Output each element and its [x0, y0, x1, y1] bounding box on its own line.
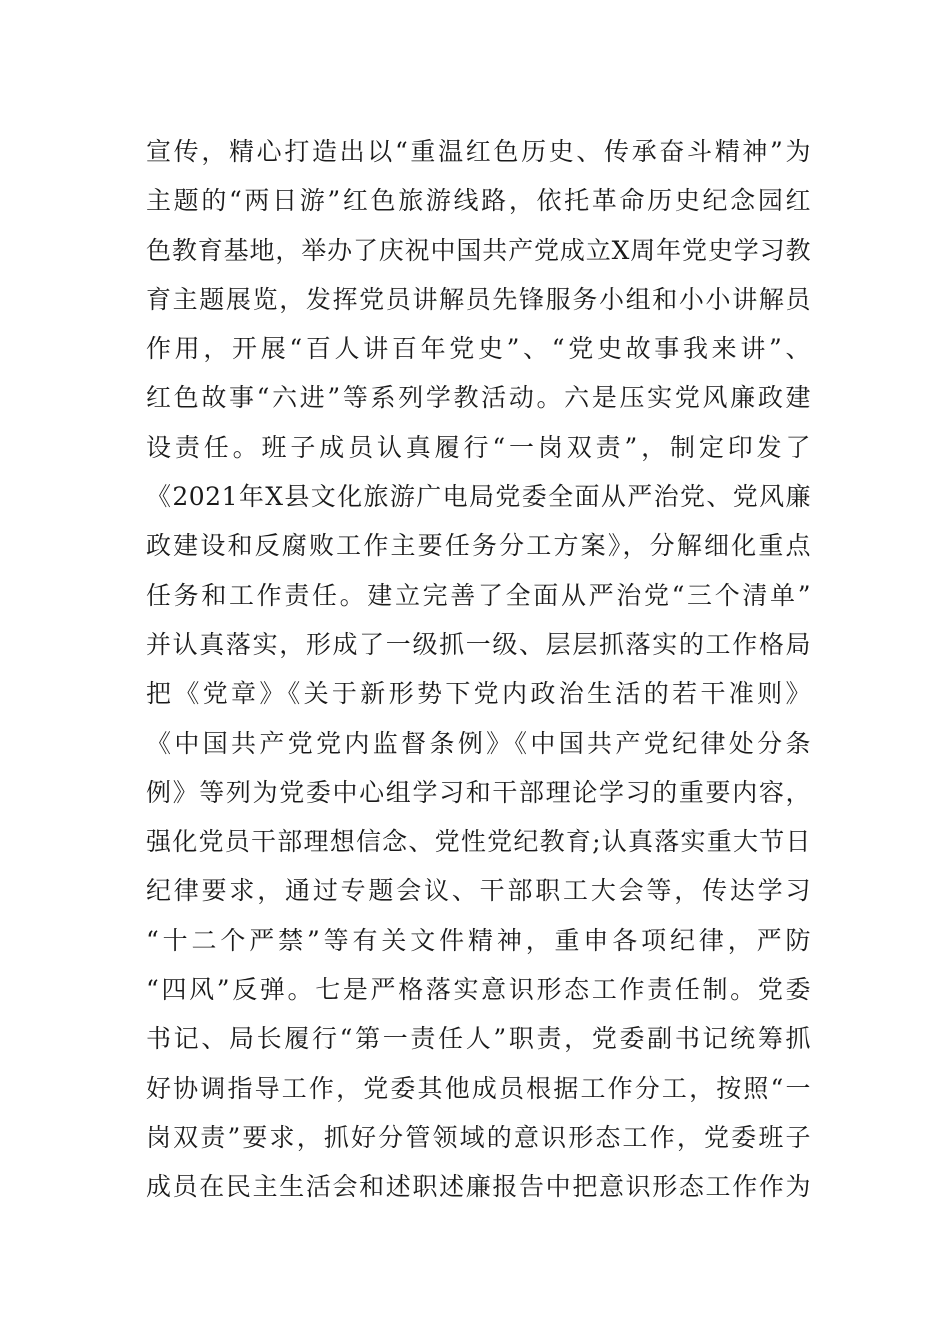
text-line: “十二个严禁”等有关文件精神，重申各项纪律，严防 [146, 925, 811, 955]
text-line: 主题的“两日游”红色旅游线路，依托革命历史纪念园红 [146, 186, 811, 216]
document-body [146, 127, 811, 1212]
text-line: 政建设和反腐败工作主要任务分工方案》，分解细化重点 [146, 531, 811, 561]
text-line: 把《党章》《关于新形势下党内政治生活的若干准则》 [146, 679, 811, 709]
text-line: “四风”反弹。七是严格落实意识形态工作责任制。党委 [146, 975, 811, 1005]
text-line: 岗双责”要求，抓好分管领域的意识形态工作，党委班子 [146, 1122, 811, 1152]
text-line: 书记、局长履行“第一责任人”职责，党委副书记统筹抓 [146, 1024, 811, 1054]
text-line: 育主题展览，发挥党员讲解员先锋服务小组和小小讲解员 [146, 284, 811, 314]
text-line: 色教育基地，举办了庆祝中国共产党成立X周年党史学习教 [146, 235, 811, 265]
text-line: 纪律要求，通过专题会议、干部职工大会等，传达学习 [146, 876, 811, 906]
text-line: 红色故事“六进”等系列学教活动。六是压实党风廉政建 [146, 383, 811, 413]
text-line: 《2021年X县文化旅游广电局党委全面从严治党、党风廉 [146, 482, 811, 512]
text-line: 宣传，精心打造出以“重温红色历史、传承奋斗精神”为 [146, 137, 811, 166]
text-line: 任务和工作责任。建立完善了全面从严治党“三个清单” [146, 580, 811, 610]
text-line: 作用，开展“百人讲百年党史”、“党史故事我来讲”、 [146, 334, 811, 364]
text-line: 例》等列为党委中心组学习和干部理论学习的重要内容， [146, 777, 811, 807]
text-line: 强化党员干部理想信念、党性党纪教育;认真落实重大节日 [146, 827, 811, 857]
text-line: 好协调指导工作，党委其他成员根据工作分工，按照“一 [146, 1073, 811, 1103]
text-line: 《中国共产党党内监督条例》《中国共产党纪律处分条 [146, 728, 811, 758]
text-line: 成员在民主生活会和述职述廉报告中把意识形态工作作为 [146, 1172, 811, 1202]
text-line: 并认真落实，形成了一级抓一级、层层抓落实的工作格局 [146, 629, 811, 659]
text-line: 设责任。班子成员认真履行“一岗双责”，制定印发了 [146, 432, 811, 462]
